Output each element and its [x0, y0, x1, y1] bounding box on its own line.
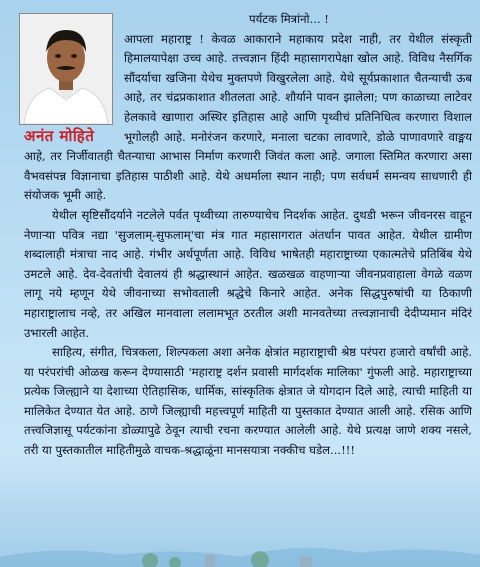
author-name: अनंत मोहिते — [24, 127, 95, 145]
photo-spacer — [24, 10, 124, 145]
paragraph-2: येथील सृष्टिसौंदर्याने नटलेले पर्वत पृथ्वीच्या तारुण्याचेच निदर्शक आहेत. दुथडी भरून जीवनरस वाहून नेणाऱ्या पवित्र नद्या 'सुजलाम्-सुफलाम्'चा मंत्र गात महासागरात अंतर्धान पावत आहेत. येथील ग्रामीण शब्दालाही मंत्राचा नाद आहे. गंभीर अर्थपूर्णता आहे. विविध भाषेतही महाराष्ट्राच्या एकात्मतेचे प्रतिबिंब येथे उमटले आहे. देव-देवतांची देवालयं ही श्रद्धास्थानं आहेत. खळखळ वाहणाऱ्या जीवनप्रवाहाला वेगळे वळण लागू नये म्हणून येथे जीवनाच्या सभोवताली श्रद्धेचे किनारे आहेत. अनेक सिद्धपुरुषांची या ठिकाणी महाराष्ट्रालाच नव्हे, तर अखिल मानवाला ललामभूत ठरतील अशी मानवतेच्या तत्त्वज्ञानाची देदीप्यमान मंदिरं उभारली आहेत. — [24, 207, 472, 340]
foreword-text — [24, 10, 472, 461]
paragraph-3: साहित्य, संगीत, चित्रकला, शिल्पकला अशा अनेक क्षेत्रांत महाराष्ट्राची श्रेष्ठ परंपरा हजारो वर्षांची आहे. या परंपरांची ओळख करून देण्यासाठी 'महाराष्ट्र दर्शन प्रवासी मार्गदर्शक मालिका' गुंफली आहे. महाराष्ट्राच्या प्रत्येक जिल्ह्याने या देशाच्या ऐतिहासिक, धार्मिक, सांस्कृतिक क्षेत्रात जे योगदान दिले आहे, त्याची माहिती या मालिकेत देण्यात येत आहे. ठाणे जिल्ह्याची महत्त्वपूर्ण माहिती या पुस्तकात देण्यात आली आहे. रसिक आणि तत्त्वजिज्ञासू पर्यटकांना डोळ्यापुढे ठेवून त्याची रचना करण्यात आलेली आहे. येथे प्रत्यक्ष जाणे शक्य नसले, तरी या पुस्तकातील माहितीमुळे वाचक-श्रद्धाळूंना मानसयात्रा नक्कीच घडेल...!!! — [24, 345, 472, 458]
paragraph-1: आपला महाराष्ट्र ! केवळ आकाराने महाकाय प्रदेश नाही, तर येथील संस्कृती हिमालयापेक्षा उच्च आहे. तत्त्वज्ञान हिंदी महासागरापेक्षा खोल आहे. विविध नैसर्गिक सौंदर्याचा खजिना येथेच मुक्तपणे विखुरलेला आहे. येथे सूर्यप्रकाशात चैतन्याची ऊब आहे, तर चंद्रप्रकाशात शीतलता आहे. शौर्याने पावन झालेला; पण काळाच्या लाटेवर हेलकावे खाणारा अस्थिर इतिहास आहे आणि पृथ्वीचं प्रतिनिधित्व करणारा विशाल भूगोलही आहे. मनोरंजन करणारे, मनाला चटका लावणारे, डोळे पाणावणारे वाङ्मय आहे, तर निर्जीवातही चैतन्याचा आभास निर्माण करणारी जिवंत कला आहे. जगाला स्तिमित करणारा असा वैभवसंपन्न विज्ञानाचा इतिहास पाठीशी आहे. येथे अधर्माला स्थान नाही; पण सर्वधर्म समन्वय साधणारी ही संयोजक भूमी आहे. — [24, 31, 472, 203]
landscape-decoration — [0, 527, 480, 567]
greeting: पर्यटक मित्रांनो... ! — [249, 12, 329, 26]
